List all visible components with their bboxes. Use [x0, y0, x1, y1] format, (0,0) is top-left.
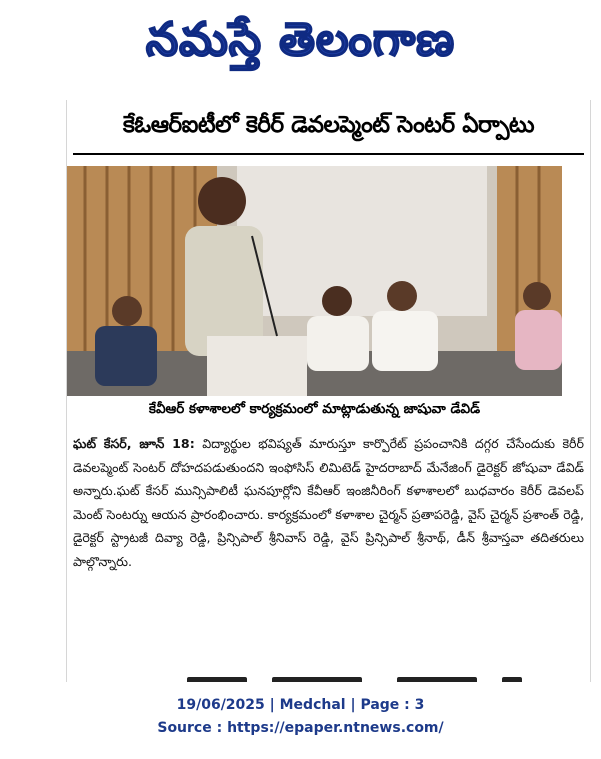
masthead: [0, 0, 601, 90]
article-body: [73, 432, 584, 573]
newspaper-logo: నమస్తే తెలంగాణ: [145, 12, 456, 66]
article-text: విద్యార్థుల భవిష్యత్ మారుస్తూ కార్పొరేట్ ప్రపంచానికి దగ్గర చేసేందుకు కెరీర్ డెవలప్మెంట్ సెంటర్ దోహదపడుతుందని ఇంఫోసిస్ లిమిటెడ్ హైదరాబాద్ మేనేజింగ్ డైరెక్టర్ జోషువా డేవిడ్ అన్నారు.ఘట్ కేసర్ మున్సిపాలిటీ ఘనపూర్లోని కేవీఆర్ ఇంజినీరింగ్ కళాశాలలో బుధవారం కెరీర్ డెవలప్ మెంట్ సెంటర్ను ఆయన ప్రారంభించారు. కార్యక్రమంలో కళాశాల చైర్మన్ ప్రతాపరెడ్డి, వైస్ చైర్మన్ ప్రశాంత్ రెడ్డి, డైరెక్టర్ స్ట్రాటజీ దివ్యా రెడ్డి, ప్రిన్సిపాల్ శ్రీనివాస్ రెడ్డి, వైస్ ప్రిన్సిపాల్ శ్రీనాథ్, డీన్ శ్రీవాస్తవా తదితరులు పాల్గొన్నారు.: [73, 436, 584, 569]
article-headline: కేఓఆర్ఐటీలో కెరీర్ డెవలప్మెంట్ సెంటర్ ఏర్పాటు: [122, 112, 535, 138]
footer-source: Source : https://epaper.ntnews.com/: [157, 720, 444, 736]
footer-date-edition: 19/06/2025 | Medchal | Page : 3: [176, 697, 425, 713]
news-clipping: [66, 100, 591, 682]
photo-caption: కేవీఆర్ కళాశాలలో కార్యక్రమంలో మాట్లాడుతున్న జాషువా డేవిడ్: [148, 401, 481, 417]
next-article-cut: [67, 671, 590, 682]
article-dateline: ఘట్ కేసర్, జూన్ 18:: [73, 436, 195, 451]
headline-divider: [73, 153, 584, 155]
article-photo: [67, 166, 562, 396]
